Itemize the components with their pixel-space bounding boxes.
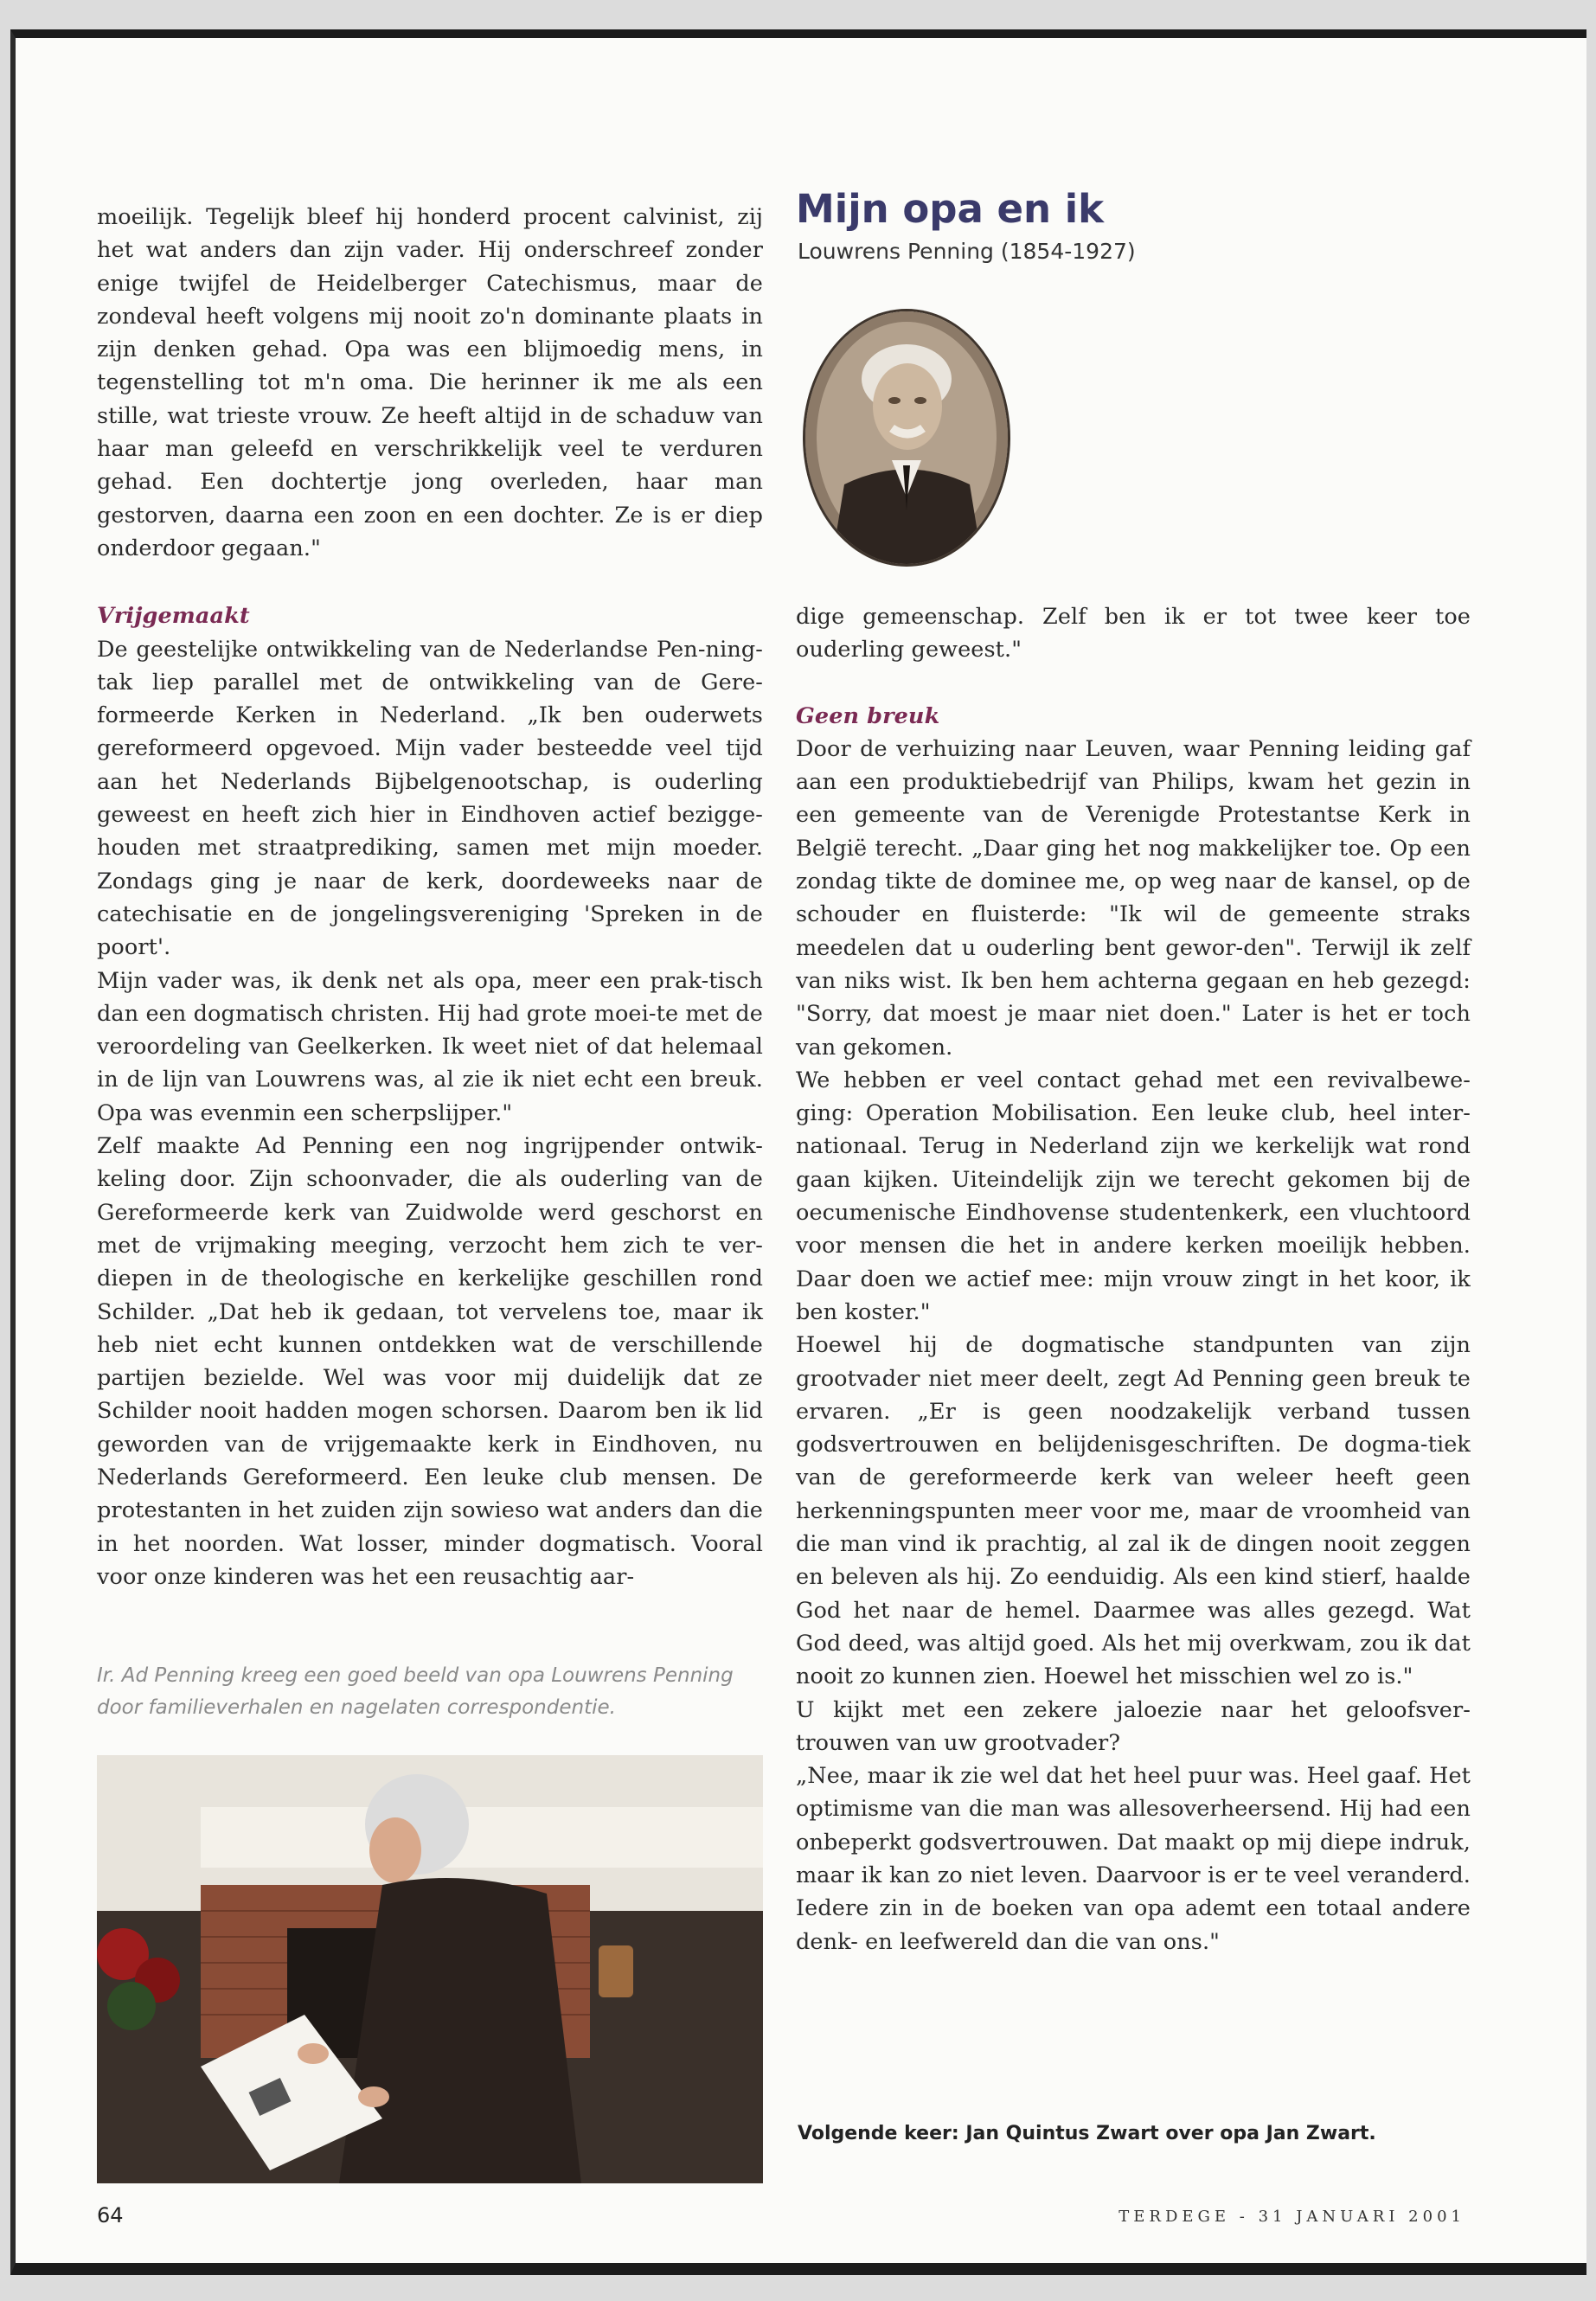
paragraph: „Nee, maar ik zie wel dat het heel puur was. Heel gaaf. Het optimisme van die man was allesoverheersend. Hij had een onbeperkt godsvertrouwen. Dat maakt op mij diepe indruk, maar ik kan zo niet leven. Daarvoor is er te veel veranderd. Iedere zin in de boeken van opa ademt een totaal andere denk- en leefwereld dan die van ons." (796, 1763, 1471, 1955)
reading-man-photo (97, 1755, 763, 2183)
paragraph-continuation: dige gemeenschap. Zelf ben ik er tot twee keer toe ouderling geweest." (796, 604, 1471, 663)
paragraph: Hoewel hij de dogmatische standpunten van zijn grootvader niet meer deelt, zegt Ad Penning geen breuk te ervaren. „Er is geen noodzakelijk verband tussen godsvertrouwen en belijdenisgeschriften. De dogma-tiek van de gereformeerde kerk van weleer heeft geen herkenningspunten meer voor me, maar de vroomheid van die man vind ik prachtig, al zal ik de dingen nooit zeggen en beleven als hij. Zo eenduidig. Als een kind stierf, haalde God het naar de hemel. Daarmee was alles gezegd. Wat God deed, was altijd goed. Als het mij overkwam, zou ik dat nooit zo kunnen zien. Hoewel het misschien wel zo is." (796, 1332, 1471, 1690)
page-number: 64 (97, 2203, 124, 2227)
photo-illustration (97, 1755, 763, 2183)
right-column (796, 600, 1471, 1958)
intro-paragraph: moeilijk. Tegelijk bleef hij honderd procent calvinist, zij het wat anders dan zijn vader. Hij onderschreef zonder enige twijfel de Heidelberger Catechismus, maar de zondeval heeft volgens mij nooit zo'n dominante plaats in zijn denken gehad. Opa was een blijmoedig mens, in tegenstelling tot m'n oma. Die herinner ik me als een stille, wat trieste vrouw. Ze heeft altijd in de schaduw van haar man geleefd en verschrikkelijk veel te verduren gehad. Een dochtertje jong overleden, haar man gestorven, daarna een zoon en een dochter. Ze is er diep onderdoor gegaan." (97, 204, 763, 561)
paragraph: We hebben er veel contact gehad met een revivalbewe-ging: Operation Mobilisation. Een leuke club, heel inter-nationaal. Terug in Nederland zijn we kerkelijk wat rond gaan kijken. Uiteindelijk zijn we terecht gekomen bij de oecumenische Eindhovense studentenkerk, een vluchtoord voor mensen die het in andere kerken moeilijk hebben. Daar doen we actief mee: mijn vrouw zingt in het koor, ik ben koster." (796, 1067, 1471, 1325)
paragraph-question: U kijkt met een zekere jaloezie naar het geloofsver-trouwen van uw grootvader? (796, 1696, 1471, 1756)
section-heading-geen-breuk: Geen breuk (796, 702, 940, 729)
next-time-teaser: Volgende keer: Jan Quintus Zwart over opa Jan Zwart. (798, 2123, 1376, 2144)
magazine-page (10, 29, 1586, 2275)
portrait-photo (805, 311, 1008, 564)
photo-caption: Ir. Ad Penning kreeg een goed beeld van opa Louwrens Penning door familieverhalen en nagelaten correspondentie. (97, 1664, 734, 1719)
paragraph: Door de verhuizing naar Leuven, waar Penning leiding gaf aan een produktiebedrijf van Philips, kwam het gezin in een gemeente van de Verenigde Protestantse Kerk in België terecht. „Daar ging het nog makkelijker toe. Op een zondag tikte de dominee me, op weg naar de kansel, op de schouder en fluisterde: "Ik wil de gemeente straks meedelen dat u ouderling bent gewor-den". Terwijl ik zelf van niks wist. Ik ben hem achterna gegaan en heb gezegd: "Sorry, dat moest je maar niet doen." Later is het er toch van gekomen. (796, 735, 1471, 1061)
paragraph: De geestelijke ontwikkeling van de Nederlandse Pen-ning-tak liep parallel met de ontwikkeling van de Gere-formeerde Kerken in Nederland. „Ik ben ouderwets gereformeerd opgevoed. Mijn vader besteedde veel tijd aan het Nederlands Bijbelgenootschap, is ouderling geweest en heeft zich hier in Eindhoven actief bezigge-houden met straatprediking, samen met mijn moeder. Zondags ging je naar de kerk, doordeweeks naar de catechisatie en de jongelingsvereniging 'Spreken in de poort'. (97, 636, 763, 961)
paragraph: Mijn vader was, ik denk net als opa, meer een prak-tisch dan een dogmatisch christen. Hij had grote moei-te met de veroordeling van Geelkerken. Ik weet niet of dat helemaal in de lijn van Louwrens was, al zie ik niet echt een breuk. Opa was evenmin een scherpslijper." (97, 967, 763, 1126)
article-subtitle: Louwrens Penning (1854-1927) (798, 239, 1136, 264)
left-column (97, 201, 763, 1593)
portrait-illustration (805, 311, 1008, 564)
paragraph: Zelf maakte Ad Penning een nog ingrijpender ontwik-keling door. Zijn schoonvader, die als ouderling van de Gereformeerde kerk van Zuidwolde werd geschorst en met de vrijmaking meeging, verzocht hem zich te ver-diepen in de theologische en kerkelijke geschillen rond Schilder. „Dat heb ik gedaan, tot vervelens toe, maar ik heb niet echt kunnen ontdekken wat de verschillende partijen bezielde. Wel was voor mij duidelijk dat ze Schilder nooit hadden mogen schorsen. Daarom ben ik lid geworden van de vrijgemaakte kerk in Eindhoven, nu Nederlands Gereformeerd. Een leuke club mensen. De protestanten in het zuiden zijn sowieso wat anders dan die in het noorden. Wat losser, minder dogmatisch. Vooral voor onze kinderen was het een reusachtig aar- (97, 1133, 763, 1590)
section-heading-vrijgemaakt: Vrijgemaakt (97, 603, 250, 630)
article-title: Mijn opa en ik (796, 186, 1105, 232)
magazine-issue: TERDEGE - 31 JANUARI 2001 (1118, 2208, 1465, 2226)
